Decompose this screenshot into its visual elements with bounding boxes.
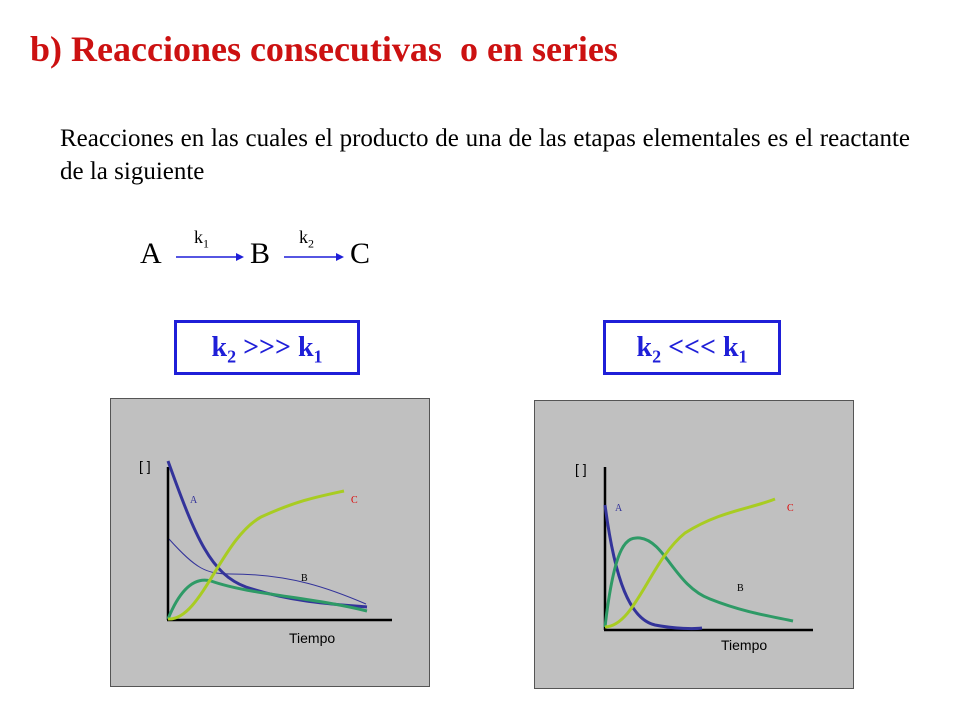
plot-right-canvas bbox=[535, 401, 855, 690]
curve-a bbox=[605, 505, 702, 629]
x-axis-label: Tiempo bbox=[721, 637, 768, 653]
plot-left-canvas bbox=[111, 399, 431, 688]
label-b: B bbox=[301, 573, 308, 584]
condition-box-slow-k2: $k_2$ <<< $k_1$ bbox=[603, 320, 781, 375]
arrowhead-a-to-b bbox=[236, 253, 244, 261]
label-b: B bbox=[737, 583, 744, 594]
condition-box-fast-k2: $k_2$ >>> $k_1$ bbox=[174, 320, 360, 375]
species-a: A bbox=[140, 237, 162, 270]
curve-c bbox=[605, 499, 775, 627]
label-a: A bbox=[615, 503, 623, 514]
curve-a bbox=[168, 461, 367, 607]
x-axis-label: Tiempo bbox=[289, 630, 336, 646]
species-b: B bbox=[250, 237, 271, 270]
rate-constant-k2: $k_2$ bbox=[299, 227, 314, 251]
y-axis-label: [ ] bbox=[139, 458, 151, 474]
y-axis-label: [ ] bbox=[575, 461, 587, 477]
curve-b bbox=[605, 538, 793, 627]
description-text: Reacciones en las cuales el producto de una de las etapas elementales es el reactante de la siguiente bbox=[60, 125, 910, 185]
concentration-plot-right bbox=[534, 400, 854, 689]
species-c: C bbox=[350, 237, 371, 270]
rate-constant-k1: $k_1$ bbox=[194, 227, 209, 251]
arrowhead-b-to-c bbox=[336, 253, 344, 261]
concentration-plot-left bbox=[110, 398, 430, 687]
label-c: C bbox=[351, 495, 358, 506]
slide-title: b) Reacciones consecutivas o en series bbox=[30, 29, 618, 69]
label-a: A bbox=[190, 495, 198, 506]
label-c: C bbox=[787, 503, 794, 514]
